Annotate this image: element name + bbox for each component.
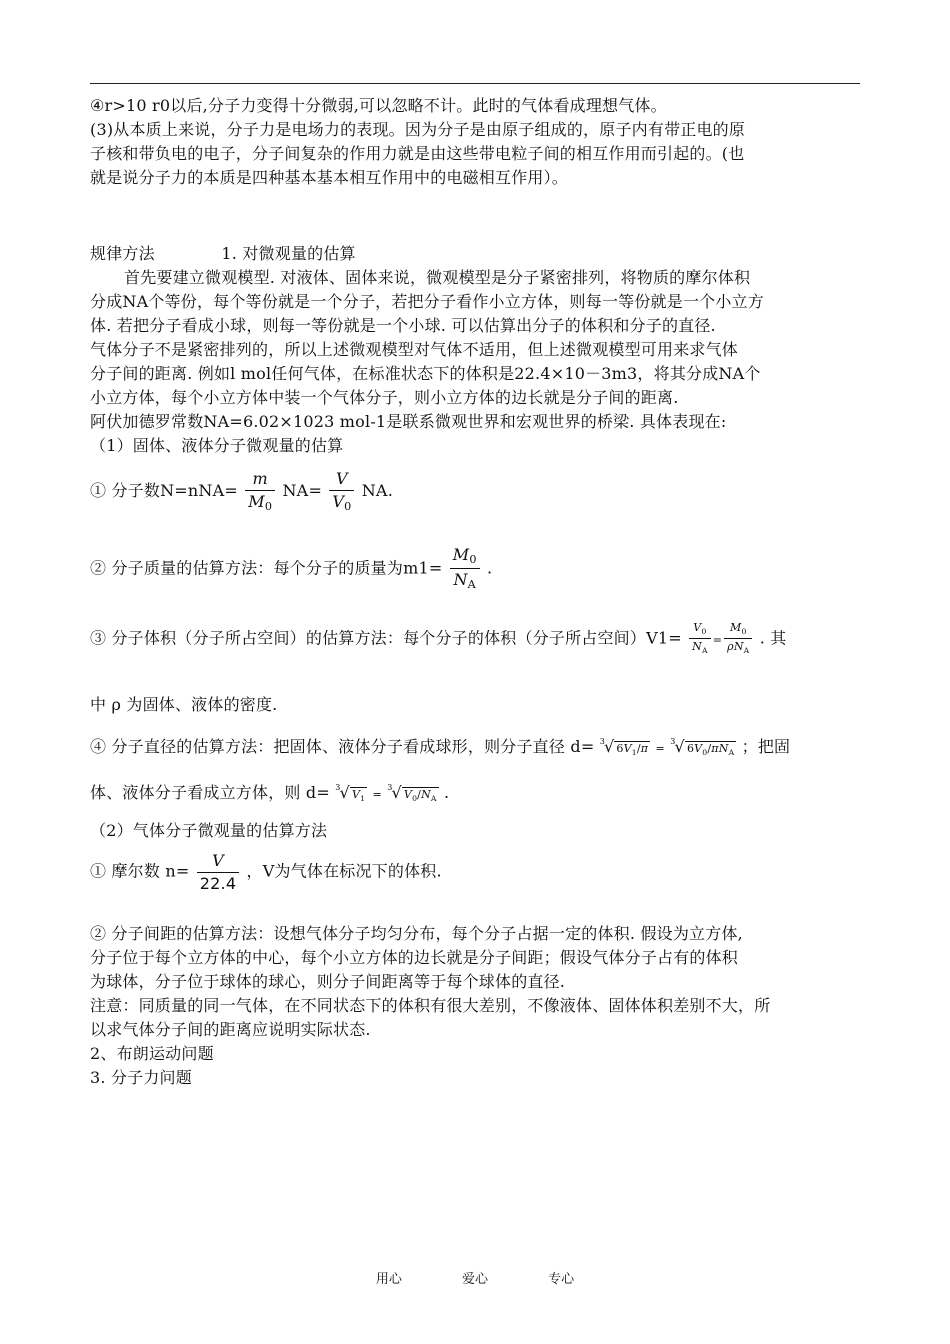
text-line: 以求气体分子间的距离应说明实际状态.: [90, 1020, 371, 1039]
subsection-heading: （1）固体、液体分子微观量的估算: [90, 436, 344, 455]
text-line: 注意：同质量的同一气体，在不同状态下的体积有很大差别，不像液体、固体体积差别不大，所: [90, 996, 771, 1015]
text-line: 2、布朗运动问题: [90, 1044, 214, 1063]
subsection-heading: （2）气体分子微观量的估算方法: [90, 821, 328, 840]
cube-root: $^3$√ $6V_0/\pi N_A$: [670, 737, 735, 757]
text-line: ② 分子间距的估算方法：设想气体分子均匀分布，每个分子占据一定的体积. 假设为立方体,: [90, 924, 743, 943]
cube-root: $^3$√ $V_0/N_A$: [387, 783, 437, 803]
fraction: $\frac{V}{V_0}$: [329, 470, 354, 513]
fraction: $\frac{V_0}{N_A}$: [689, 622, 711, 656]
heading-item: 1. 对微观量的估算: [221, 244, 356, 263]
text-line: 小立方体，每个小立方体中装一个气体分子，则小立方体的边长就是分子间的距离.: [90, 388, 679, 407]
section-heading: [90, 243, 356, 265]
text-line: (3)从本质上来说，分子力是电场力的表现。因为分子是由原子组成的，原子内有带正电的原: [90, 120, 746, 139]
page-footer: [0, 1268, 950, 1287]
footer-item: 爱心: [461, 1272, 488, 1287]
fraction: $\frac{M_0}{\rho N_A}$: [724, 622, 752, 656]
text-line: 为球体，分子位于球体的球心，则分子间距离等于每个球体的直径.: [90, 972, 566, 991]
text-line: 气体分子不是紧密排列的，所以上述微观模型对气体不适用，但上述微观模型可用来求气体: [90, 340, 739, 359]
text-line: 首先要建立微观模型. 对液体、固体来说，微观模型是分子紧密排列，将物质的摩尔体积: [124, 268, 751, 287]
text-line: 阿伏加德罗常数NA=6.02×1023 mol-1是联系微观世界和宏观世界的桥梁. 具体表现在:: [90, 412, 727, 431]
formula-molecule-diameter-sphere: ④ 分子直径的估算方法：把固体、液体分子看成球形，则分子直径 d= $^3$√ $6V_1/\pi = ^3√$ $6V_0/\pi N_A$ ；把固: [90, 728, 790, 767]
formula-mole-number: ① 摩尔数 n= $\frac{V}{22.4}$ ，V为气体在标况下的体积.: [90, 851, 442, 893]
text-line: 分子间的距离. 例如l mol任何气体，在标准状态下的体积是22.4×10－3m3，将其分成NA个: [90, 364, 761, 383]
heading-label: 规律方法: [90, 244, 155, 263]
footer-item: 用心: [375, 1272, 402, 1287]
formula-molecule-diameter-cube: 体、液体分子看成立方体，则 d= $^3$√ $V_1 = ^3√$ $V_0/N_A$ .: [90, 774, 449, 813]
fraction: $\frac{m}{M_0}$: [245, 470, 275, 513]
text-line: ④r>10 r0以后,分子力变得十分微弱,可以忽略不计。此时的气体看成理想气体。: [90, 96, 667, 115]
footer-item: 专心: [548, 1272, 575, 1287]
header-rule: [90, 83, 860, 84]
formula-molecule-count: ① 分子数N=nNA= $\frac{m}{M_0}$ NA= $\frac{V}{V_0}$ NA.: [90, 469, 393, 513]
cube-root: $^3$√ $V_1$: [335, 783, 366, 803]
text-line: 中 ρ 为固体、液体的密度.: [90, 695, 278, 714]
text-line: 就是说分子力的本质是四种基本基本相互作用中的电磁相互作用）。: [90, 168, 569, 187]
cube-root: $^3$√ $6V_1/\pi$: [599, 737, 649, 757]
text-line: 体. 若把分子看成小球，则每一等份就是一个小球. 可以估算出分子的体积和分子的直径.: [90, 316, 716, 335]
text-line: 3. 分子力问题: [90, 1068, 192, 1087]
fraction: $\frac{V}{22.4}$: [197, 852, 239, 892]
text-line: 分成NA个等份，每个等份就是一个分子，若把分子看作小立方体，则每一等份就是一个小立方: [90, 292, 764, 311]
fraction: $\frac{M_0}{N_A}$: [450, 546, 480, 592]
text-line: 子核和带负电的电子，分子间复杂的作用力就是由这些带电粒子间的相互作用而引起的。(也: [90, 144, 745, 163]
formula-molecule-volume: ③ 分子体积（分子所占空间）的估算方法：每个分子的体积（分子所占空间）V1= $\frac{V_0}{N_A}$ = $\frac{M_0}{\rho N_A}$ . 其: [90, 621, 787, 656]
formula-molecule-mass: ② 分子质量的估算方法：每个分子的质量为m1= $\frac{M_0}{N_A}$ .: [90, 545, 493, 592]
text-line: 分子位于每个立方体的中心，每个小立方体的边长就是分子间距；假设气体分子占有的体积: [90, 948, 739, 967]
